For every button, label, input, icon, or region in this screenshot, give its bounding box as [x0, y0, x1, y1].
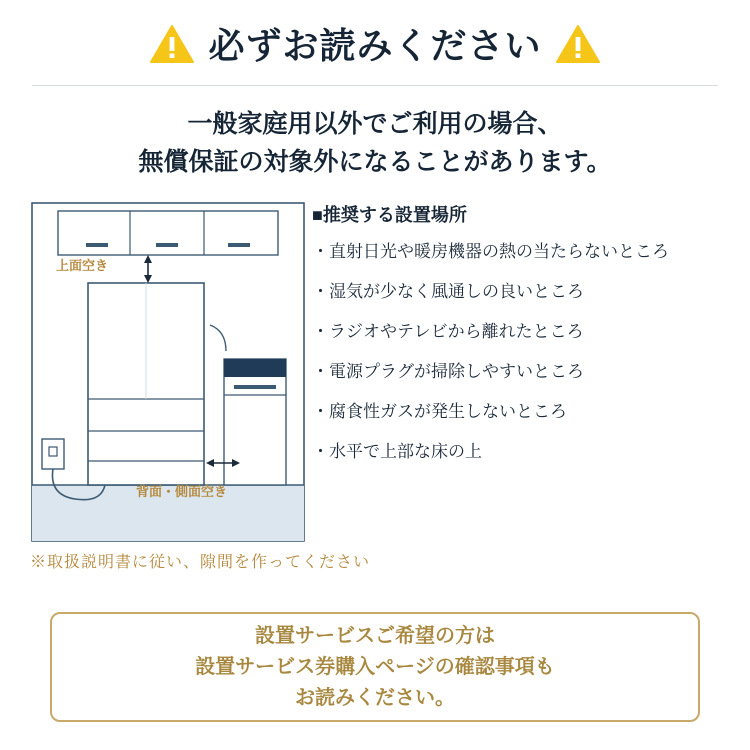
footer-line-3: お読みください。 — [295, 686, 455, 709]
page-title: 必ずお読みください — [208, 25, 542, 66]
list-item: ・電源プラグが掃除しやすいところ — [312, 362, 584, 382]
lead-text — [0, 106, 750, 181]
footer-line-2: 設置サービス券購入ページの確認事項も — [195, 655, 555, 678]
list-item: ・水平で上部な床の上 — [312, 442, 482, 462]
lead-line-2: 無償保証の対象外になることがあります。 — [138, 147, 612, 176]
label-back-side-gap: 背面・側面空き — [136, 484, 228, 499]
warning-triangle-icon — [150, 24, 194, 64]
installation-service-notice — [50, 612, 700, 722]
warning-triangle-icon — [556, 24, 600, 64]
recommended-places — [312, 201, 732, 482]
lead-line-1: 一般家庭用以外でご利用の場合、 — [187, 110, 563, 138]
list-item: ・直射日光や暖房機器の熱の当たらないところ — [312, 242, 669, 261]
list-item: ・ラジオやテレビから離れたところ — [312, 322, 584, 342]
footer-line-1: 設置サービスご希望の方は — [255, 624, 495, 647]
header — [0, 0, 750, 79]
middle-section — [0, 199, 750, 569]
list-item: ・湿気が少なく風通しの良いところ — [312, 282, 584, 302]
installation-illustration — [28, 199, 308, 559]
header-divider — [32, 85, 718, 86]
label-top-gap: 上面空き — [56, 258, 109, 273]
recommended-places-title: ■推奨する設置場所 — [312, 205, 467, 225]
illustration-note: ※取扱説明書に従い、隙間を作ってください — [30, 554, 371, 571]
list-item: ・腐食性ガスが発生しないところ — [312, 402, 567, 422]
refrigerator-diagram — [28, 199, 308, 559]
